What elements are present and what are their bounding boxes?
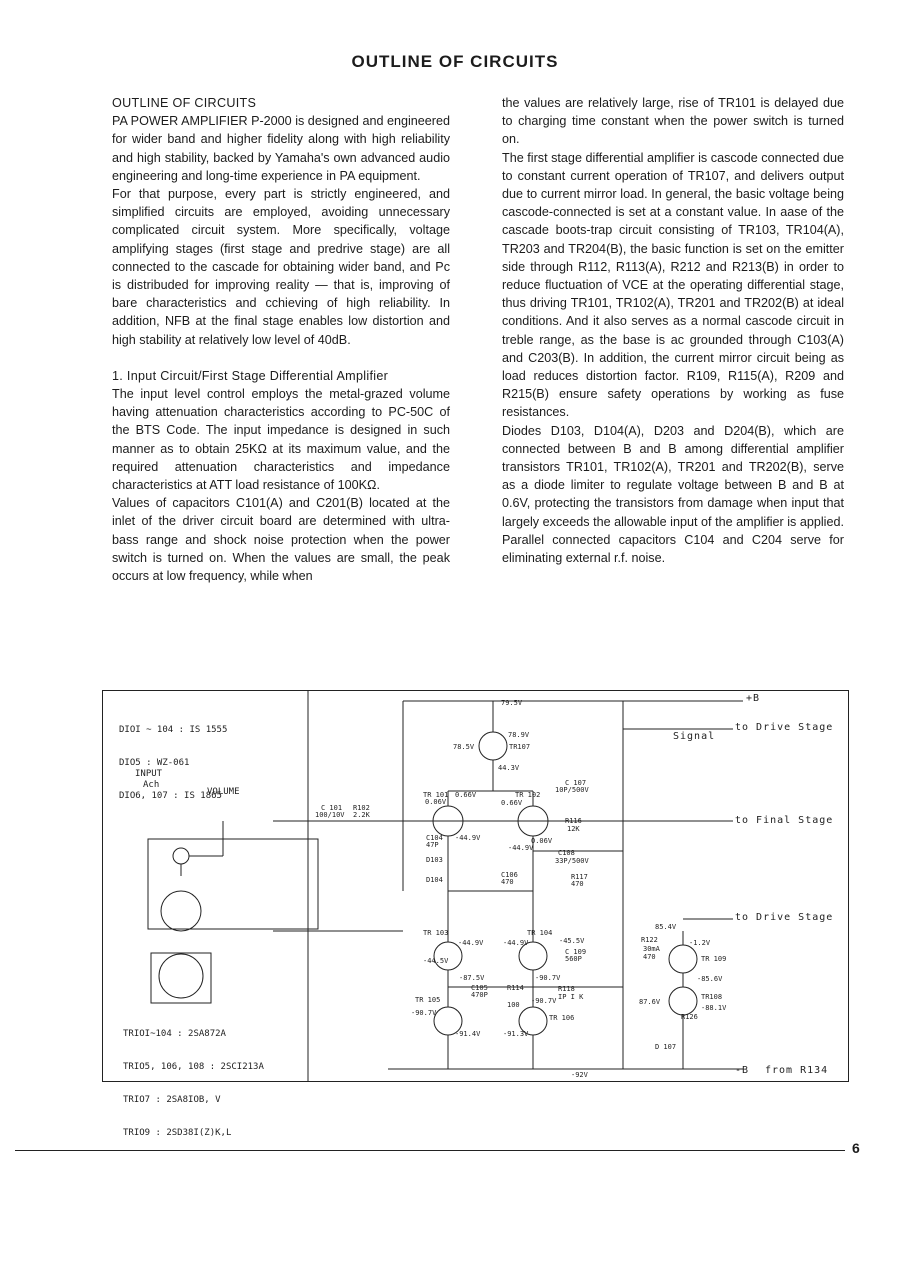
diode-note: DIO6, 107 : IS 1865 [119,791,222,801]
voltage-label: 87.6V [639,998,661,1006]
transistor-note: TRIOI~104 : 2SA872A [123,1029,226,1039]
voltage-label: -44.5V [423,957,449,965]
voltage-label: 85.4V [655,923,677,931]
part-value: IP I K [558,993,584,1001]
voltage-label: -92V [571,1071,588,1079]
voltage-label: -91.3V [503,1030,529,1038]
part-label: TR108 [701,993,723,1001]
signal-label: Signal [673,731,716,742]
part-value: 470 [571,880,584,888]
voltage-label: -87.5V [459,974,485,982]
part-label: R114 [507,984,524,992]
part-value: 47P [426,841,439,849]
minus-rail-label: -B [735,1065,750,1076]
part-label: R116 [565,817,582,825]
transistor-note: TRIO5, 106, 108 : 2SCI213A [123,1062,264,1072]
voltage-label: -90.7V [535,974,561,982]
channel-label: Ach [143,780,160,790]
part-label: R122 [641,936,658,944]
part-value: 12K [567,825,580,833]
paragraph: Values of capacitors C101(A) and C201(B) located at the inlet of the driver circuit board are determined with ultra-bass range and shock noise protection when the power switch is turned on. When the values are small, the peak occurs at low frequency, while when [112,496,450,584]
diode-note: DIO5 : WZ-061 [119,758,190,768]
part-label: C 107 [565,779,587,787]
voltage-label: -1.2V [689,939,711,947]
voltage-label: 0.06V [531,837,553,845]
part-label: D104 [426,876,443,884]
voltage-label: 0.66V [455,791,477,799]
part-label: R102 [353,804,370,812]
circuit-schematic [102,690,849,1138]
part-label: C106 [501,871,518,879]
voltage-label: 0.66V [501,799,523,807]
output-drive-bottom: to Drive Stage [735,912,834,923]
part-label: TR 102 [515,791,541,799]
part-value: 10P/500V [555,786,589,794]
voltage-label: -90.7V [531,997,557,1005]
plus-rail-label: +B [746,693,761,704]
voltage-label: -91.4V [455,1030,481,1038]
output-drive-top: to Drive Stage [735,722,834,733]
part-label: R118 [558,985,575,993]
output-final: to Final Stage [735,815,834,826]
paragraph: Diodes D103, D104(A), D203 and D204(B), which are connected between B and B among differential amplifier transistors TR101, TR102(A), TR201 and TR202(B), serve as a diode limiter to regulate voltage between B and B at 0.6V, protecting the transistors from damage when input that largely exceeds the allowable input of the amplifier is applied. Parallel connected capacitors C104 and C204 serve for eliminating external r.f. noise. [502,423,844,566]
section-heading-input-circuit: 1. Input Circuit/First Stage Differential Amplifier [112,368,389,383]
voltage-label: -45.5V [559,937,585,945]
part-label: D 107 [655,1043,677,1051]
voltage-label: -88.1V [701,1004,727,1012]
part-label: TR107 [509,743,531,751]
paragraph: For that purpose, every part is strictly engineered, and simplified circuits are employed, avoiding unnecessary complicated circuit system. More specifically, voltage amplifying stages (first stage and predrive stage) are all connected to the cascade for obtaining wider band, and Pc is distribuded for improving reality — that is, improving of bare characteristics and cchieving of high reliability. In addition, NFB at the final stage enables low distortion and high stability at relatively low level of 40dB. [112,187,450,347]
right-column [502,94,844,567]
part-value: 560P [565,955,582,963]
voltage-label: -44.9V [455,834,481,842]
volume-label: VOLUME [207,787,240,797]
voltage-label: -90.7V [411,1009,437,1017]
transistor-notes [123,1007,264,1161]
part-value: 470P [471,991,488,999]
part-label: R117 [571,873,588,881]
part-value: 470 [501,878,514,886]
part-label: TR 106 [549,1014,575,1022]
voltage-label: -44.9V [458,939,484,947]
part-label: TR 105 [415,996,441,1004]
paragraph: the values are relatively large, rise of TR101 is delayed due to charging time constant when the power switch is turned on. [502,96,844,147]
part-label: C 101 [321,804,343,812]
part-label: TR 101 [423,791,449,799]
part-label: C108 [558,849,575,857]
footer-rule [15,1150,845,1151]
part-label: C104 [426,834,443,842]
transistor-note: TRIO7 : 2SA8IOB, V [123,1095,221,1105]
page-title: OUTLINE OF CIRCUITS [351,52,559,71]
voltage-label: 78.9V [508,731,530,739]
voltage-label: -44.9V [508,844,534,852]
part-label: TR 103 [423,929,449,937]
diode-note: DIOI ~ 104 : IS 1555 [119,725,228,735]
paragraph: The input level control employs the metal-grazed volume having attenuation characteristics according to PC-50C of the BTS Code. The input impedance is designed in such manner as to obtain 25KΩ at its maximum value, and the required attenuation characteristics and impedance characteristics at ATT load resistance of 100KΩ. [112,387,450,493]
part-label: R126 [681,1013,698,1021]
transistor-note: TRIO9 : 2SD38I(Z)K,L [123,1128,232,1138]
part-value: 2.2K [353,811,370,819]
voltage-label: 78.5V [453,743,475,751]
part-value: 100/10V [315,811,345,819]
voltage-label: 0.06V [425,798,447,806]
left-column [112,94,450,585]
paragraph: PA POWER AMPLIFIER P-2000 is designed and engineered for wider band and higher fidelity along with high reliability and high stability, backed by Yamaha's own advanced audio engineering and long-time experience in PA equipment. [112,114,450,183]
part-label: TR 109 [701,955,727,963]
paragraph: The first stage differential amplifier is cascode connected due to constant current operation of TR107, and delivers output due to current mirror load. In general, the basic voltage being cascode-connected is set at a constant value. In aase of the cascade boots-trap circuit consisting of TR103, TR104(A), TR203 and TR204(B), the basic function is set on the emitter side through R112, R113(A), R212 and R213(B) in order to reduce fluctuation of VCE at the operating differential stage, thus driving TR101, TR102(A), TR201 and TR202(B) at ideal conditions. And it also serves as a normal cascode circuit in treble range, as the base is ac grounded through C103(A) and C203(B). In addition, the current mirror circuit being as load reduces distortion factor. R109, R115(A), R209 and R215(B) ensure safety operations by working as fuse resistances. [502,150,844,420]
voltage-label: 44.3V [498,764,520,772]
voltage-label: 30mA [643,945,660,953]
voltage-label: -85.6V [697,975,723,983]
part-label: TR 104 [527,929,553,937]
voltage-label: 79.5V [501,699,523,707]
section-heading-outline: OUTLINE OF CIRCUITS [112,96,257,110]
part-value: 33P/500V [555,857,589,865]
page-number: 6 [852,1140,860,1156]
part-value: 100 [507,1001,520,1009]
part-value: 470 [643,953,656,961]
part-label: D103 [426,856,443,864]
voltage-label: -44.9V [503,939,529,947]
input-label: INPUT [135,769,163,779]
part-label: C 109 [565,948,587,956]
part-label: C105 [471,984,488,992]
minus-rail-source: from R134 [765,1065,829,1076]
diode-notes [119,703,227,824]
